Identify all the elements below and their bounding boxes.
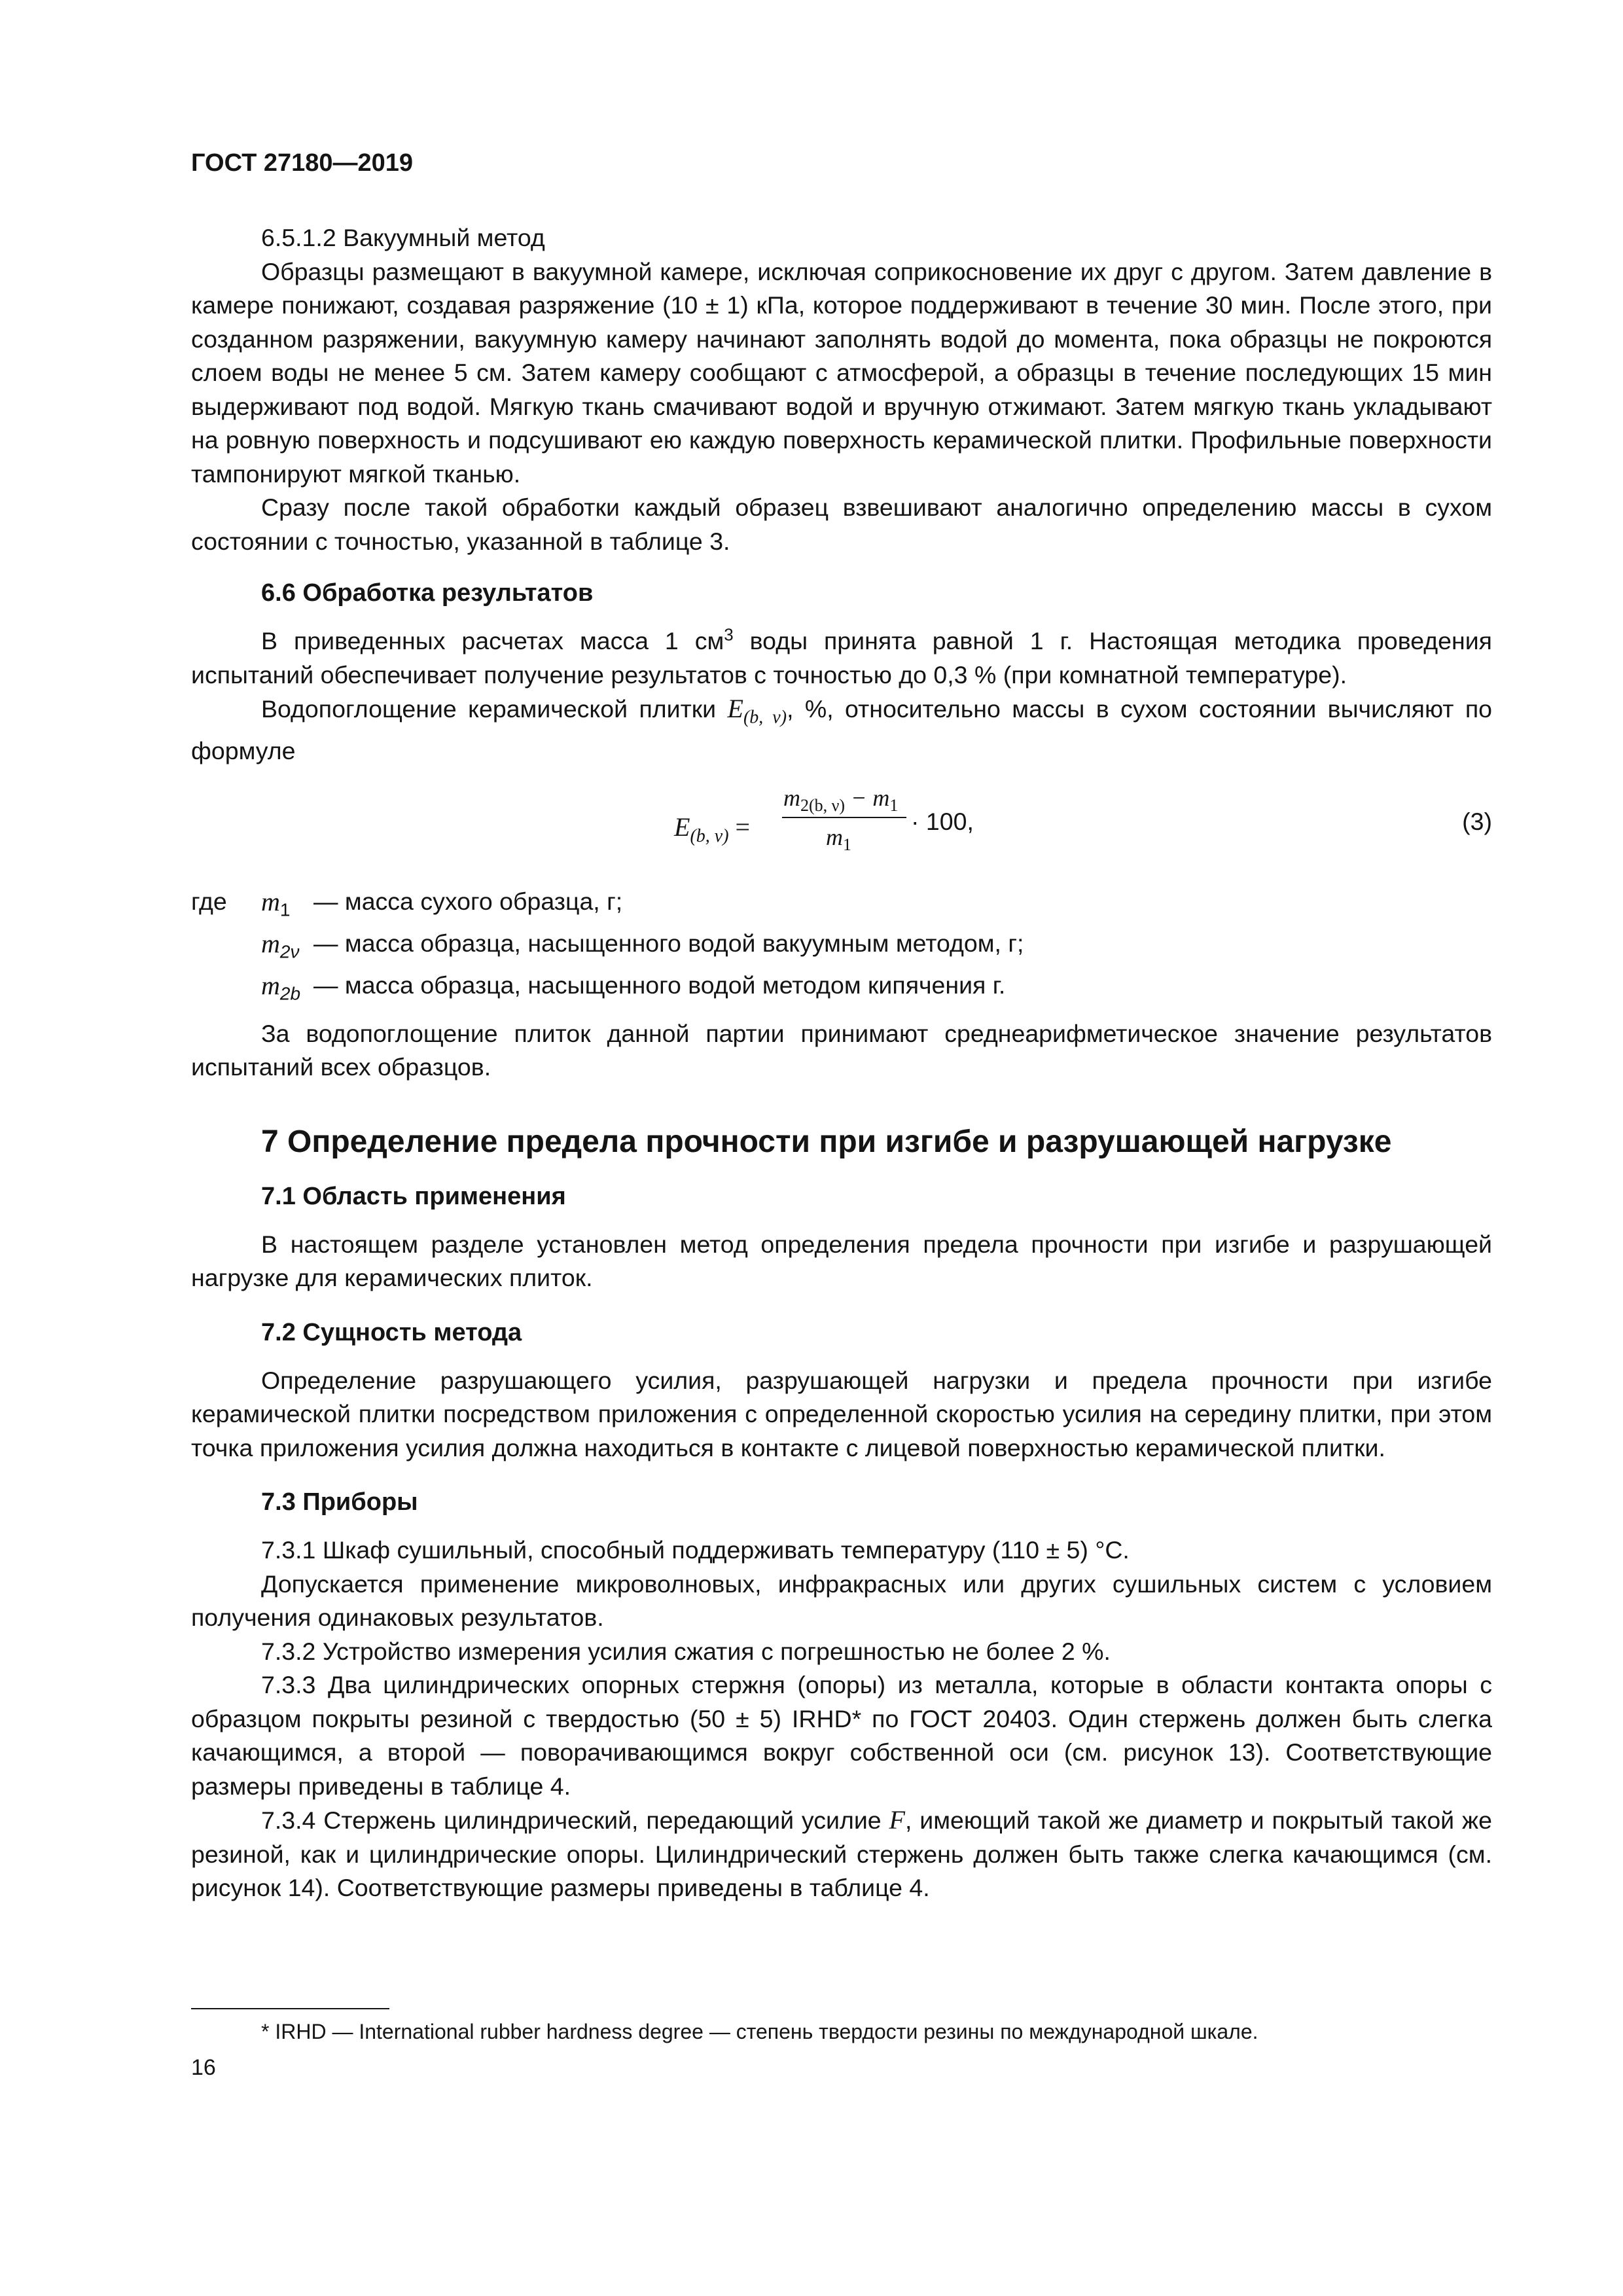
clause-6512-paragraph-2: Сразу после такой обработки каждый образец взвешивают аналогично определению массы в сухом состоянии с точностью, указанной в таблице 3. [191, 493, 1492, 555]
formula-lhs: $E_{(b, \nu)}$ = [674, 812, 751, 846]
section-66-paragraph-2: Водопоглощение керамической плитки $E_{(b, \nu)}$, %, относительно массы в сухом состоянии вычисляют по формуле [191, 694, 1493, 764]
legend-row: где $m_1$ — масса сухого образца, г; [191, 885, 1492, 927]
clause-734: 7.3.4 Стержень цилиндрический, передающий усилие F, имеющий такой же диаметр и покрытый такой же резиной, как и цилиндрические опоры. Цилиндрический стержень должен быть также слегка качающимся (см. рисунок 14). Соответствующие размеры приведены в таблице 4. [191, 1805, 1492, 1901]
formula-denominator: $m_1$ [826, 823, 851, 854]
formula-numerator: $m_{2(b, \nu)} - m_1$ [783, 784, 899, 815]
variable-f: F [889, 1805, 905, 1835]
clause-732: 7.3.2 Устройство измерения усилия сжатия с погрешностью не более 2 %. [261, 1637, 1111, 1665]
clause-731-note: Допускается применение микроволновых, инфракрасных или других сушильных систем с условием получения одинаковых результатов. [191, 1570, 1492, 1631]
section-66-heading: 6.6 Обработка результатов [261, 579, 594, 607]
clause-6512-paragraph-1: Образцы размещают в вакуумной камере, исключая соприкосновение их друг с другом. Затем давление в камере понижают, создавая разряжение (10 ± 1) кПа, которое поддерживают в течение 30 мин. После этого, при созданном разряжении, вакуумную камеру начинают заполнять водой до момента, пока образцы не покроются слоем воды не менее 5 см. Затем камеру сообщают с атмосферой, а образцы в течение последующих 15 мин выдерживают под водой. Мягкую ткань смачивают водой и вручную отжимают. Затем мягкую ткань укладывают на ровную поверхность и подсушивают ею каждую поверхность керамической плитки. Профильные поверхности тампонируют мягкой тканью. [191, 257, 1492, 488]
section-71-heading: 7.1 Область применения [261, 1182, 566, 1210]
clause-733: 7.3.3 Два цилиндрических опорных стержня (опоры) из металла, которые в области контакта опоры с образцом покрыты резиной с твердостью (50 ± 5) IRHD* по ГОСТ 20403. Один стержень должен быть слегка качающимся, а второй — поворачивающимся вокруг собственной оси (см. рисунок 13). Соответствующие размеры приведены в таблице 4. [191, 1671, 1492, 1800]
section-71-paragraph: В настоящем разделе установлен метод определения предела прочности при изгибе и разрушающей нагрузке для керамических плиток. [191, 1230, 1492, 1291]
variable-e-subscript: (b, ν) [743, 707, 787, 728]
variable-e: E [727, 694, 743, 723]
clause-6512-title: 6.5.1.2 Вакуумный метод [261, 224, 545, 251]
document-header: ГОСТ 27180—2019 [191, 149, 414, 177]
section-7-heading: 7 Определение предела прочности при изгибе и разрушающей нагрузке [261, 1124, 1392, 1159]
formula-3 [191, 781, 1492, 873]
legend-row: $m_{2b}$ — масса образца, насыщенного водой методом кипячения г. [261, 970, 1006, 1003]
clause-731: 7.3.1 Шкаф сушильный, способный поддерживать температуру (110 ± 5) °С. [261, 1536, 1130, 1564]
section-73-heading: 7.3 Приборы [261, 1488, 418, 1516]
footnote: * IRHD — International rubber hardness degree — степень твердости резины по международной шкале. [261, 2020, 1258, 2043]
page-number: 16 [191, 2055, 216, 2080]
legend-row: $m_{2\nu}$ — масса образца, насыщенного водой вакуумным методом, г; [261, 928, 1024, 961]
legend-label: где [191, 887, 227, 915]
formula-rhs: · 100, [911, 807, 974, 835]
variable-legend [191, 885, 1492, 1011]
footnote-separator [191, 2008, 389, 2009]
section-66-paragraph-1: В приведенных расчетах масса 1 $см^3$ воды принята равной 1 г. Настоящая методика проведения испытаний обеспечивает получение результатов с точностью до 0,3 % (при комнатной температуре). [191, 624, 1492, 689]
superscript: 3 [724, 624, 734, 645]
fraction-bar [782, 817, 906, 818]
formula-number: (3) [1462, 807, 1492, 835]
document-body [191, 221, 1492, 1905]
section-66-conclusion: За водопоглощение плиток данной партии принимают среднеарифметическое значение результатов испытаний всех образцов. [191, 1019, 1492, 1081]
section-72-heading: 7.2 Сущность метода [261, 1318, 522, 1346]
section-72-paragraph: Определение разрушающего усилия, разрушающей нагрузки и предела прочности при изгибе керамической плитки посредством приложения с определенной скоростью усилия на середину плитки, при этом точка приложения усилия должна находиться в контакте с лицевой поверхностью керамической плитки. [191, 1366, 1492, 1462]
